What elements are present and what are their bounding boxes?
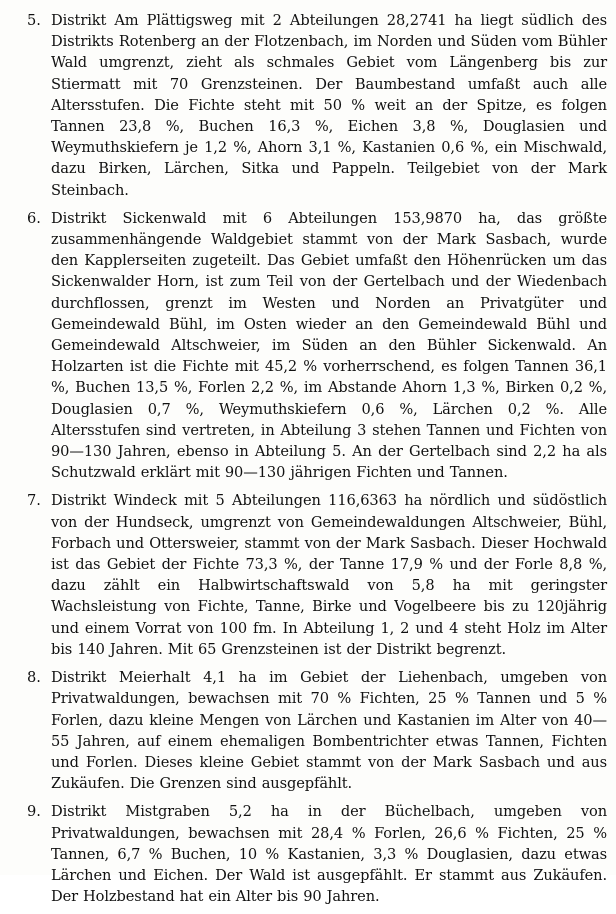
- entry-text: Distrikt Meierhalt 4,1 ha im Gebiet der Liehenbach, umgeben von Privatwaldungen, bewachsen mit 70 % Fichten, 25 % Tannen und 5 % Forlen, dazu kleine Mengen von Lärchen und Kastanien im Alter von 40—55 Jahren, auf einem ehemaligen Bombentrichter etwas Tannen, Fichten und Forlen. Dieses kleine Gebiet stammt von der Mark Sasbach und aus Zukäufen. Die Grenzen sind ausgepfählt.: [51, 669, 607, 793]
- entry-text: Distrikt Windeck mit 5 Abteilungen 116,6363 ha nördlich und südöstlich von der Hundseck, umgrenzt von Gemeindewaldungen Altschweier, Bühl, Forbach und Ottersweier, stammt von der Mark Sasbach. Dieser Hochwald ist das Gebiet der Fichte 73,3 %, der Tanne 17,9 % und der Forle 8,8 %, dazu zählt ein Halbwirtschaftswald von 5,8 ha mit geringster Wachsleistung von Fichte, Tanne, Birke und Vogelbeere bis zu 120jährig und einem Vorrat von 100 fm. In Abteilung 1, 2 und 4 steht Holz im Alter bis 140 Jahren. Mit 65 Grenzsteinen ist der Distrikt begrenzt.: [51, 492, 607, 658]
- district-list: [27, 10, 607, 914]
- district-entry-7: [27, 490, 607, 660]
- district-entry-5: [27, 10, 607, 201]
- entry-text: Distrikt Am Plättigsweg mit 2 Abteilungen 28,2741 ha liegt südlich des Distrikts Rotenberg an der Flotzenbach, im Norden und Süden vom Bühler Wald umgrenzt, zieht als schmales Gebiet vom Längenberg bis zur Stiermatt mit 70 Grenzsteinen. Der Baumbestand umfaßt auch alle Altersstufen. Die Fichte steht mit 50 % weit an der Spitze, es folgen Tannen 23,8 %, Buchen 16,3 %, Eichen 3,8 %, Douglasien und Weymuthskiefern je 1,2 %, Ahorn 3,1 %, Kastanien 0,6 %, ein Mischwald, dazu Birken, Lärchen, Sitka und Pappeln. Teilgebiet von der Mark Steinbach.: [51, 12, 607, 199]
- entry-number: 5.: [27, 12, 41, 29]
- entry-text: Distrikt Sickenwald mit 6 Abteilungen 153,9870 ha, das größte zusammenhängende Waldgebiet stammt von der Mark Sasbach, wurde den Kapplerseiten zugeteilt. Das Gebiet umfaßt den Höhenrücken um das Sickenwalder Horn, ist zum Teil von der Gertelbach und der Wiedenbach durchflossen, grenzt im Westen und Norden an Privatgüter und Gemeindewald Bühl, im Osten wieder an den Gemeindewald Bühl und Gemeindewald Altschweier, im Süden an den Bühler Sickenwald. An Holzarten ist die Fichte mit 45,2 % vorherrschend, es folgen Tannen 36,1 %, Buchen 13,5 %, Forlen 2,2 %, im Abstande Ahorn 1,3 %, Birken 0,2 %, Douglasien 0,7 %, Weymuthskiefern 0,6 %, Lärchen 0,2 %. Alle Altersstufen sind vertreten, in Abteilung 3 stehen Tannen und Fichten von 90—130 Jahren, ebenso in Abteilung 5. An der Gertelbach sind 2,2 ha als Schutzwald erklärt mit 90—130 jährigen Fichten und Tannen.: [51, 209, 607, 482]
- district-entry-6: [27, 208, 607, 484]
- entry-text: Distrikt Mistgraben 5,2 ha in der Büchelbach, umgeben von Privatwaldungen, bewachsen mit 28,4 % Forlen, 26,6 % Fichten, 25 % Tannen, 6,7 % Buchen, 10 % Kastanien, 3,3 % Douglasien, dazu etwas Lärchen und Eichen. Der Wald ist ausgepfählt. Er stammt aus Zukäufen. Der Holzbestand hat ein Alter bis 90 Jahren.: [51, 803, 607, 906]
- entry-number: 8.: [27, 669, 41, 687]
- entry-number: 7.: [27, 492, 41, 510]
- district-entry-8: [27, 667, 607, 794]
- district-entry-9: [27, 801, 607, 907]
- entry-number: 6.: [27, 209, 41, 227]
- entry-number: 9.: [27, 803, 41, 821]
